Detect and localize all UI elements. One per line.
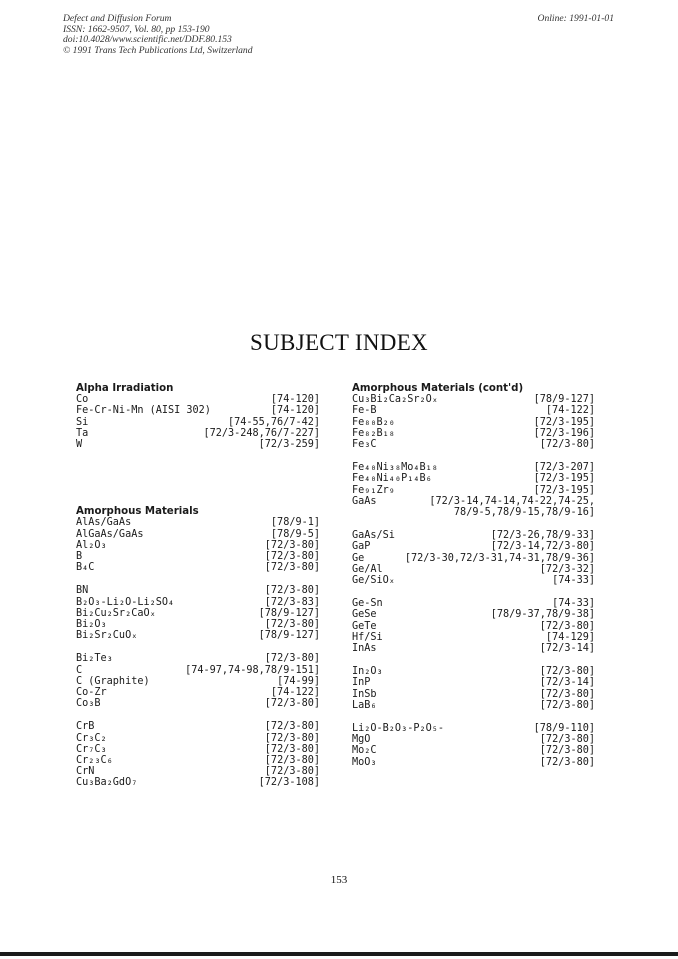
index-term: Fe₃C (352, 439, 377, 451)
section-heading-amorphous-materials: Amorphous Materials (76, 506, 199, 518)
index-term: Fe-B (352, 405, 377, 417)
index-term: Ge (352, 552, 365, 564)
index-term: Co-Zr (76, 687, 107, 699)
index-term: InSb (352, 688, 377, 700)
index-refs: [78/9-5] (270, 528, 320, 540)
index-term: Fe₄₀Ni₃₈Mo₄B₁₈ (352, 462, 438, 474)
index-entry (76, 529, 320, 540)
index-refs: [74-120] (270, 394, 320, 406)
index-refs: [72/3-80] (539, 620, 595, 632)
index-entry (352, 745, 595, 756)
index-term: Bi₂Te₃ (76, 653, 113, 665)
index-entry (352, 428, 595, 439)
index-refs: [72/3-108] (258, 777, 320, 789)
index-entry (352, 473, 595, 484)
index-term: Bi₂Cu₂Sr₂CaOₓ (76, 607, 156, 619)
index-entry (352, 632, 595, 643)
index-refs: [72/3-14] (539, 643, 595, 655)
index-entry (76, 777, 320, 788)
index-entry (76, 562, 320, 573)
index-entry (352, 621, 595, 632)
index-entry (76, 665, 320, 676)
index-entry (352, 394, 595, 405)
citation-header (63, 14, 253, 56)
index-entry (76, 733, 320, 744)
index-term: Fe₈₀B₂₀ (352, 416, 395, 428)
index-refs: [74-33] (552, 575, 595, 587)
index-refs: [72/3-26,78/9-33] (490, 530, 595, 542)
index-refs: [72/3-14,74-14,74-22,74-25, (429, 495, 595, 507)
index-refs: [72/3-80] (264, 766, 320, 778)
index-entry (352, 666, 595, 677)
index-refs: [72/3-80] (264, 562, 320, 574)
index-entry (76, 721, 320, 732)
index-term: AlAs/GaAs (76, 517, 132, 529)
index-refs: [74-97,74-98,78/9-151] (185, 664, 320, 676)
index-refs: [74-120] (270, 405, 320, 417)
index-refs: [72/3-80] (539, 699, 595, 711)
index-entry (352, 564, 595, 575)
index-term: InAs (352, 643, 377, 655)
index-refs: [78/9-127] (533, 394, 595, 406)
index-entry (76, 417, 320, 428)
index-term: Mo₂C (352, 745, 377, 757)
index-term: CrB (76, 721, 95, 733)
index-entry (352, 575, 595, 586)
index-term: Ge-Sn (352, 598, 383, 610)
index-refs: [72/3-30,72/3-31,74-31,78/9-36] (404, 552, 595, 564)
index-refs: [72/3-80] (264, 732, 320, 744)
index-refs: [72/3-80] (539, 439, 595, 451)
index-refs: [72/3-195] (533, 484, 595, 496)
index-term: Bi₂O₃ (76, 619, 107, 631)
index-term: Si (76, 416, 89, 428)
index-entry (76, 755, 320, 766)
index-refs: [74-122] (545, 405, 595, 417)
index-entry (352, 723, 595, 734)
index-entry (76, 687, 320, 698)
index-entry (76, 405, 320, 416)
journal-name: Defect and Diffusion Forum (63, 13, 172, 24)
index-term: Cr₂₃C₆ (76, 755, 113, 767)
index-refs: [72/3-32] (539, 563, 595, 575)
index-refs: [72/3-80] (264, 619, 320, 631)
index-term: GaP (352, 541, 371, 553)
index-term: W (76, 439, 83, 451)
index-entry (352, 530, 595, 541)
index-refs: [72/3-80] (264, 653, 320, 665)
index-refs: 78/9-5,78/9-15,78/9-16] (453, 507, 595, 519)
index-entry (76, 608, 320, 619)
index-entry (76, 439, 320, 450)
index-entry (352, 598, 595, 609)
index-refs: [74-129] (545, 631, 595, 643)
index-term: Cu₃Ba₂GdO₇ (76, 777, 138, 789)
index-refs: [74-33] (552, 598, 595, 610)
index-entry (352, 485, 595, 496)
index-term: Ta (76, 427, 89, 439)
index-entry (76, 766, 320, 777)
index-entry (352, 643, 595, 654)
index-term: GaAs/Si (352, 530, 395, 542)
index-refs: [72/3-80] (539, 745, 595, 757)
index-entry (76, 517, 320, 528)
index-term: GaAs (352, 495, 377, 507)
online-date: Online: 1991-01-01 (537, 13, 614, 24)
index-term: AlGaAs/GaAs (76, 528, 144, 540)
index-refs: [78/9-110] (533, 723, 595, 735)
doi-line: doi:10.4028/www.scientific.net/DDF.80.153 (63, 34, 232, 46)
index-refs: [72/3-80] (264, 755, 320, 767)
index-term: B₂O₃-Li₂O-Li₂SO₄ (76, 596, 175, 608)
index-term: LaB₆ (352, 699, 377, 711)
index-refs: [72/3-83] (264, 596, 320, 608)
index-refs: [72/3-259] (258, 439, 320, 451)
index-entry (76, 428, 320, 439)
index-entry (76, 394, 320, 405)
index-entry (76, 619, 320, 630)
bottom-rule (0, 952, 678, 956)
index-refs: [72/3-80] (264, 585, 320, 597)
index-entry (76, 551, 320, 562)
index-refs: [72/3-195] (533, 473, 595, 485)
index-entry (352, 553, 595, 564)
page-number: 153 (330, 874, 348, 886)
index-refs: [72/3-80] (264, 551, 320, 563)
index-entry (76, 630, 320, 641)
index-entry (352, 677, 595, 688)
index-term: C (Graphite) (76, 675, 150, 687)
copyright-line: © 1991 Trans Tech Publications Ltd, Switzerland (63, 44, 253, 56)
index-entry (352, 405, 595, 416)
index-entry (76, 540, 320, 551)
page-title: SUBJECT INDEX (250, 330, 428, 355)
index-entry (352, 462, 595, 473)
index-refs: [72/3-80] (264, 698, 320, 710)
section-heading-amorphous-materials-contd: Amorphous Materials (cont'd) (352, 383, 524, 394)
index-term: BN (76, 585, 89, 597)
index-term: Ge/Al (352, 563, 383, 575)
index-refs: [74-99] (277, 675, 320, 687)
index-refs: [72/3-14,72/3-80] (490, 541, 595, 553)
index-term: C (76, 664, 83, 676)
index-refs: [72/3-80] (539, 756, 595, 768)
index-column-right (352, 383, 595, 768)
index-refs: [72/3-80] (539, 734, 595, 746)
index-entry (352, 541, 595, 552)
index-entry (76, 585, 320, 596)
index-entry (352, 417, 595, 428)
index-refs: [78/9-127] (258, 630, 320, 642)
index-refs: [78/9-127] (258, 607, 320, 619)
index-term: Cr₃C₂ (76, 732, 107, 744)
index-entry (352, 689, 595, 700)
index-column-left (76, 383, 320, 789)
index-entry (352, 609, 595, 620)
index-refs: [74-55,76/7-42] (227, 416, 320, 428)
index-term: Ge/SiOₓ (352, 575, 395, 587)
index-entry (352, 496, 595, 518)
index-refs: [72/3-80] (264, 721, 320, 733)
index-refs: [72/3-195] (533, 416, 595, 428)
index-term: GeSe (352, 609, 377, 621)
issn-line: ISSN: 1662-9507, Vol. 80, pp 153-190 (63, 23, 210, 35)
index-refs: [72/3-14] (539, 677, 595, 689)
index-term: Bi₂Sr₂CuOₓ (76, 630, 138, 642)
index-term: Cu₃Bi₂Ca₂Sr₂Oₓ (352, 394, 438, 406)
index-term: In₂O₃ (352, 666, 383, 678)
index-term: InP (352, 677, 371, 689)
index-refs: [78/9-1] (270, 517, 320, 529)
index-refs: [78/9-37,78/9-38] (490, 609, 595, 621)
index-term: Al₂O₃ (76, 539, 107, 551)
index-term: Cr₇C₃ (76, 743, 107, 755)
index-entry (352, 734, 595, 745)
index-term: GeTe (352, 620, 377, 632)
index-term: MgO (352, 734, 371, 746)
index-entry (76, 744, 320, 755)
index-entry (352, 700, 595, 711)
index-term: Fe₄₀Ni₄₀P₁₄B₆ (352, 473, 432, 485)
index-entry (352, 757, 595, 768)
index-term: Fe₈₂B₁₈ (352, 427, 395, 439)
index-term: Co (76, 394, 89, 406)
index-term: Hf/Si (352, 631, 383, 643)
section-heading-alpha-irradiation: Alpha Irradiation (76, 383, 174, 394)
index-term: Fe-Cr-Ni-Mn (AISI 302) (76, 405, 211, 417)
index-term: B₄C (76, 562, 95, 574)
index-entry (76, 676, 320, 687)
index-term: MoO₃ (352, 756, 377, 768)
index-refs: [72/3-80] (264, 743, 320, 755)
index-refs: [72/3-80] (539, 688, 595, 700)
index-refs: [72/3-80] (539, 666, 595, 678)
index-entry (76, 653, 320, 664)
index-refs: [72/3-196] (533, 427, 595, 439)
index-refs: [74-122] (270, 687, 320, 699)
index-term: Li₂O-B₂O₃-P₂O₅- (352, 723, 445, 735)
index-term: B (76, 551, 83, 563)
index-entry (76, 597, 320, 608)
index-refs: [72/3-248,76/7-227] (203, 427, 320, 439)
index-term: Co₃B (76, 698, 101, 710)
index-refs: [72/3-80] (264, 539, 320, 551)
index-entry (76, 698, 320, 709)
index-term: Fe₉₁Zr₉ (352, 484, 395, 496)
index-term: CrN (76, 766, 95, 778)
index-refs: [72/3-207] (533, 462, 595, 474)
index-entry (352, 439, 595, 450)
